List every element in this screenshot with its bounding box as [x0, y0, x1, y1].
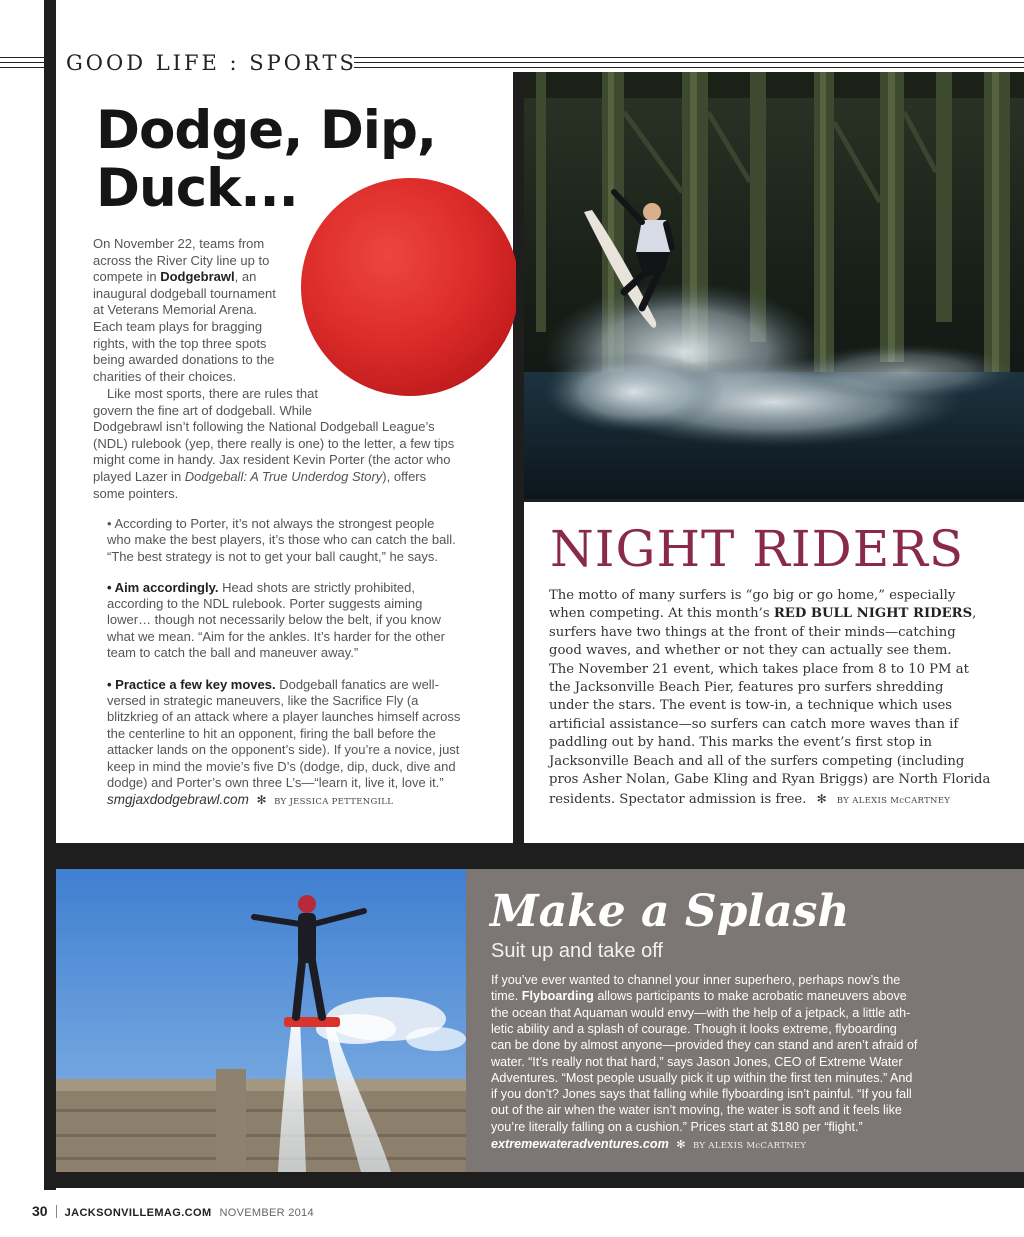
dodge-paragraph-1-line: compete in Dodgebrawl, an [93, 269, 257, 285]
dodge-paragraph-1-line: across the River City line up to [93, 252, 270, 268]
dodge-paragraph-1-line: being awarded donations to the [93, 352, 275, 368]
dodge-paragraph-1-line: rights, with the top three spots [93, 335, 267, 351]
frame-bottom-band [44, 843, 1024, 869]
tip-line: keep in mind the movie’s five D’s (dodge, dip, duck, dive and [107, 758, 456, 774]
text-line: if you don’t? Jones says that falling while flyboarding isn’t painful. “If you fall [491, 1087, 912, 1102]
text-line: water. “It’s really not that hard,” says Jason Jones, CEO of Extreme Water [491, 1054, 903, 1069]
dodge-paragraph-1-line: inaugural dodgeball tournament [93, 285, 276, 301]
text-line: Jacksonville Beach and all of the surfers competing (including [549, 753, 965, 769]
flyboard-photo [56, 869, 466, 1172]
dodge-paragraph-2-line: (NDL) rulebook (yep, there really is one) to the letter, a few tips [93, 435, 455, 451]
tip-line: dodge) and Porter’s own three L’s—“learn it, live it, love it.” [107, 775, 444, 790]
section-label: GOOD LIFE : SPORTS [66, 51, 357, 75]
tip-2-heading: • Aim accordingly. [107, 580, 219, 595]
text-line: can be done by almost anyone—provided they can stand and aren’t afraid of [491, 1038, 918, 1053]
text-line: artificial assistance—so surfers can catch more waves than if [549, 716, 959, 732]
text-line: under the stars. The event is tow-in, a technique which uses [549, 698, 953, 714]
tip-line: blitzkrieg of an attack where a player launches himself across [107, 709, 461, 725]
text-line: surfers have two things at the front of their minds—catching [549, 624, 956, 640]
tip-line: who make the best players, it’s those who can catch the ball. [107, 532, 456, 548]
footer-date: NOVEMBER 2014 [219, 1207, 314, 1219]
tip-line: “The best strategy is not to get your ball caught,” he says. [107, 548, 438, 564]
asterisk-dingbat-icon: ✻ [676, 1139, 686, 1151]
text-line: The motto of many surfers is “go big or go home,” especially [549, 588, 956, 603]
header-rule-right [354, 57, 1024, 68]
header-rule-left [0, 57, 50, 68]
dodge-paragraph-1-line: at Veterans Memorial Arena. [93, 302, 258, 318]
tip-line: • According to Porter, it’s not always the strongest people [107, 516, 435, 531]
text-line: Adventures. “Most people usually pick it up within the first ten minutes.” And [491, 1070, 913, 1085]
asterisk-dingbat-icon: ✻ [816, 792, 827, 806]
frame-left-bar [44, 0, 56, 1190]
tip-line: lower… though not necessarily below the belt, if you know [107, 612, 441, 628]
dodge-paragraph-2-line: played Lazer in Dodgeball: A True Underdog Story), offers [93, 469, 427, 484]
frame-middle-bar-overlay [516, 170, 524, 410]
tip-line: attacker lands on the opponent’s side). If you’re a novice, just [107, 742, 460, 758]
dodge-paragraph-2-line: some pointers. [93, 486, 179, 501]
tip-line: what we mean. “Aim for the ankles. It’s harder for the other [107, 628, 445, 644]
extreme-water-url-link[interactable]: extremewateradventures.com [491, 1137, 669, 1151]
page-number: 30 [32, 1203, 48, 1219]
text-line: when competing. At this month’s RED BULL NIGHT RIDERS, [549, 606, 977, 622]
tip-3-first-line: • Practice a few key moves. Dodgeball fanatics are well- [107, 677, 439, 692]
splash-byline: BY ALEXIS McCARTNEY [693, 1141, 807, 1151]
text-line: you’re literally falling on a cushion.” Prices start at $180 per “flight.” [491, 1119, 863, 1134]
text-line: If you’ve ever wanted to channel your inner superhero, perhaps now’s the [491, 973, 901, 987]
text-line: good waves, and whether or not they can actually see them. [549, 643, 952, 659]
dodge-paragraph-2-line: govern the fine art of dodgeball. While [93, 402, 312, 418]
tip-line: team to catch the ball and maneuver away.” [107, 645, 359, 661]
tip-line: the centerline to hit an opponent, firing the ball before the [107, 725, 436, 741]
text-line: paddling out by hand. This marks the event’s first stop in [549, 735, 933, 751]
tip-line: versed in strategic maneuvers, like the Sacrifice Fly (a [107, 693, 419, 708]
asterisk-dingbat-icon: ✻ [256, 793, 267, 807]
splash-credit-line [491, 1136, 806, 1154]
dodge-byline: BY JESSICA PETTENGILL [274, 797, 394, 807]
dodge-title-line2: Duck... [96, 158, 298, 219]
text-line: the ocean that Aquaman would envy—with the help of a jetpack, a little ath- [491, 1005, 911, 1020]
footer-site[interactable]: JACKSONVILLEMAG.COM [64, 1207, 212, 1219]
frame-bottom-edge [44, 1172, 1024, 1188]
tip-line: according to the NDL rulebook. Porter suggests aiming [107, 596, 423, 611]
tip-3-heading: • Practice a few key moves. [107, 677, 276, 692]
dodge-paragraph-2-line: might come in handy. Jax resident Kevin Porter (the actor who [93, 452, 451, 468]
text-line: out of the air when the water isn’t moving, the water is soft and it feels like [491, 1103, 902, 1118]
dodge-credit-line [107, 792, 393, 811]
movie-title: Dodgeball: A True Underdog Story [184, 469, 383, 484]
dodge-paragraph-2-line: Dodgebrawl isn’t following the National Dodgeball League’s [93, 419, 435, 435]
text-line: letic ability and a splash of courage. Though it looks extreme, flyboarding [491, 1021, 897, 1036]
splash-subtitle: Suit up and take off [491, 940, 663, 962]
night-riders-last-line: residents. Spectator admission is free. ✻ BY ALEXIS McCARTNEY [549, 792, 951, 807]
text-line: The November 21 event, which takes place from 8 to 10 PM at [549, 661, 969, 677]
text-line: time. Flyboarding allows participants to make acrobatic maneuvers above [491, 989, 907, 1004]
night-surfer-photo [524, 72, 1024, 499]
dodge-paragraph-1-line: charities of their choices. [93, 368, 237, 384]
night-riders-byline: BY ALEXIS McCARTNEY [836, 796, 951, 806]
text-line: pros Asher Nolan, Gabe Kling and Ryan Briggs) are North Florida [549, 772, 991, 787]
dodge-paragraph-1-line: On November 22, teams from [93, 236, 265, 251]
night-riders-title: NIGHT RIDERS [550, 520, 965, 578]
dodgeball-image [301, 178, 519, 396]
dodge-title-line1: Dodge, Dip, [96, 100, 437, 161]
dodge-paragraph-2-line: Like most sports, there are rules that [107, 386, 318, 401]
tip-2-first-line: • Aim accordingly. Head shots are strictly prohibited, [107, 580, 416, 595]
splash-title: Make a Splash [490, 886, 850, 937]
dodgebrawl-url-link[interactable]: smgjaxdodgebrawl.com [107, 792, 249, 807]
text-line: the Jacksonville Beach Pier, features pro surfers shredding [549, 680, 944, 695]
page-footer [32, 1203, 314, 1219]
dodge-paragraph-1-line: Each team plays for bragging [93, 319, 263, 334]
footer-divider [56, 1205, 57, 1218]
